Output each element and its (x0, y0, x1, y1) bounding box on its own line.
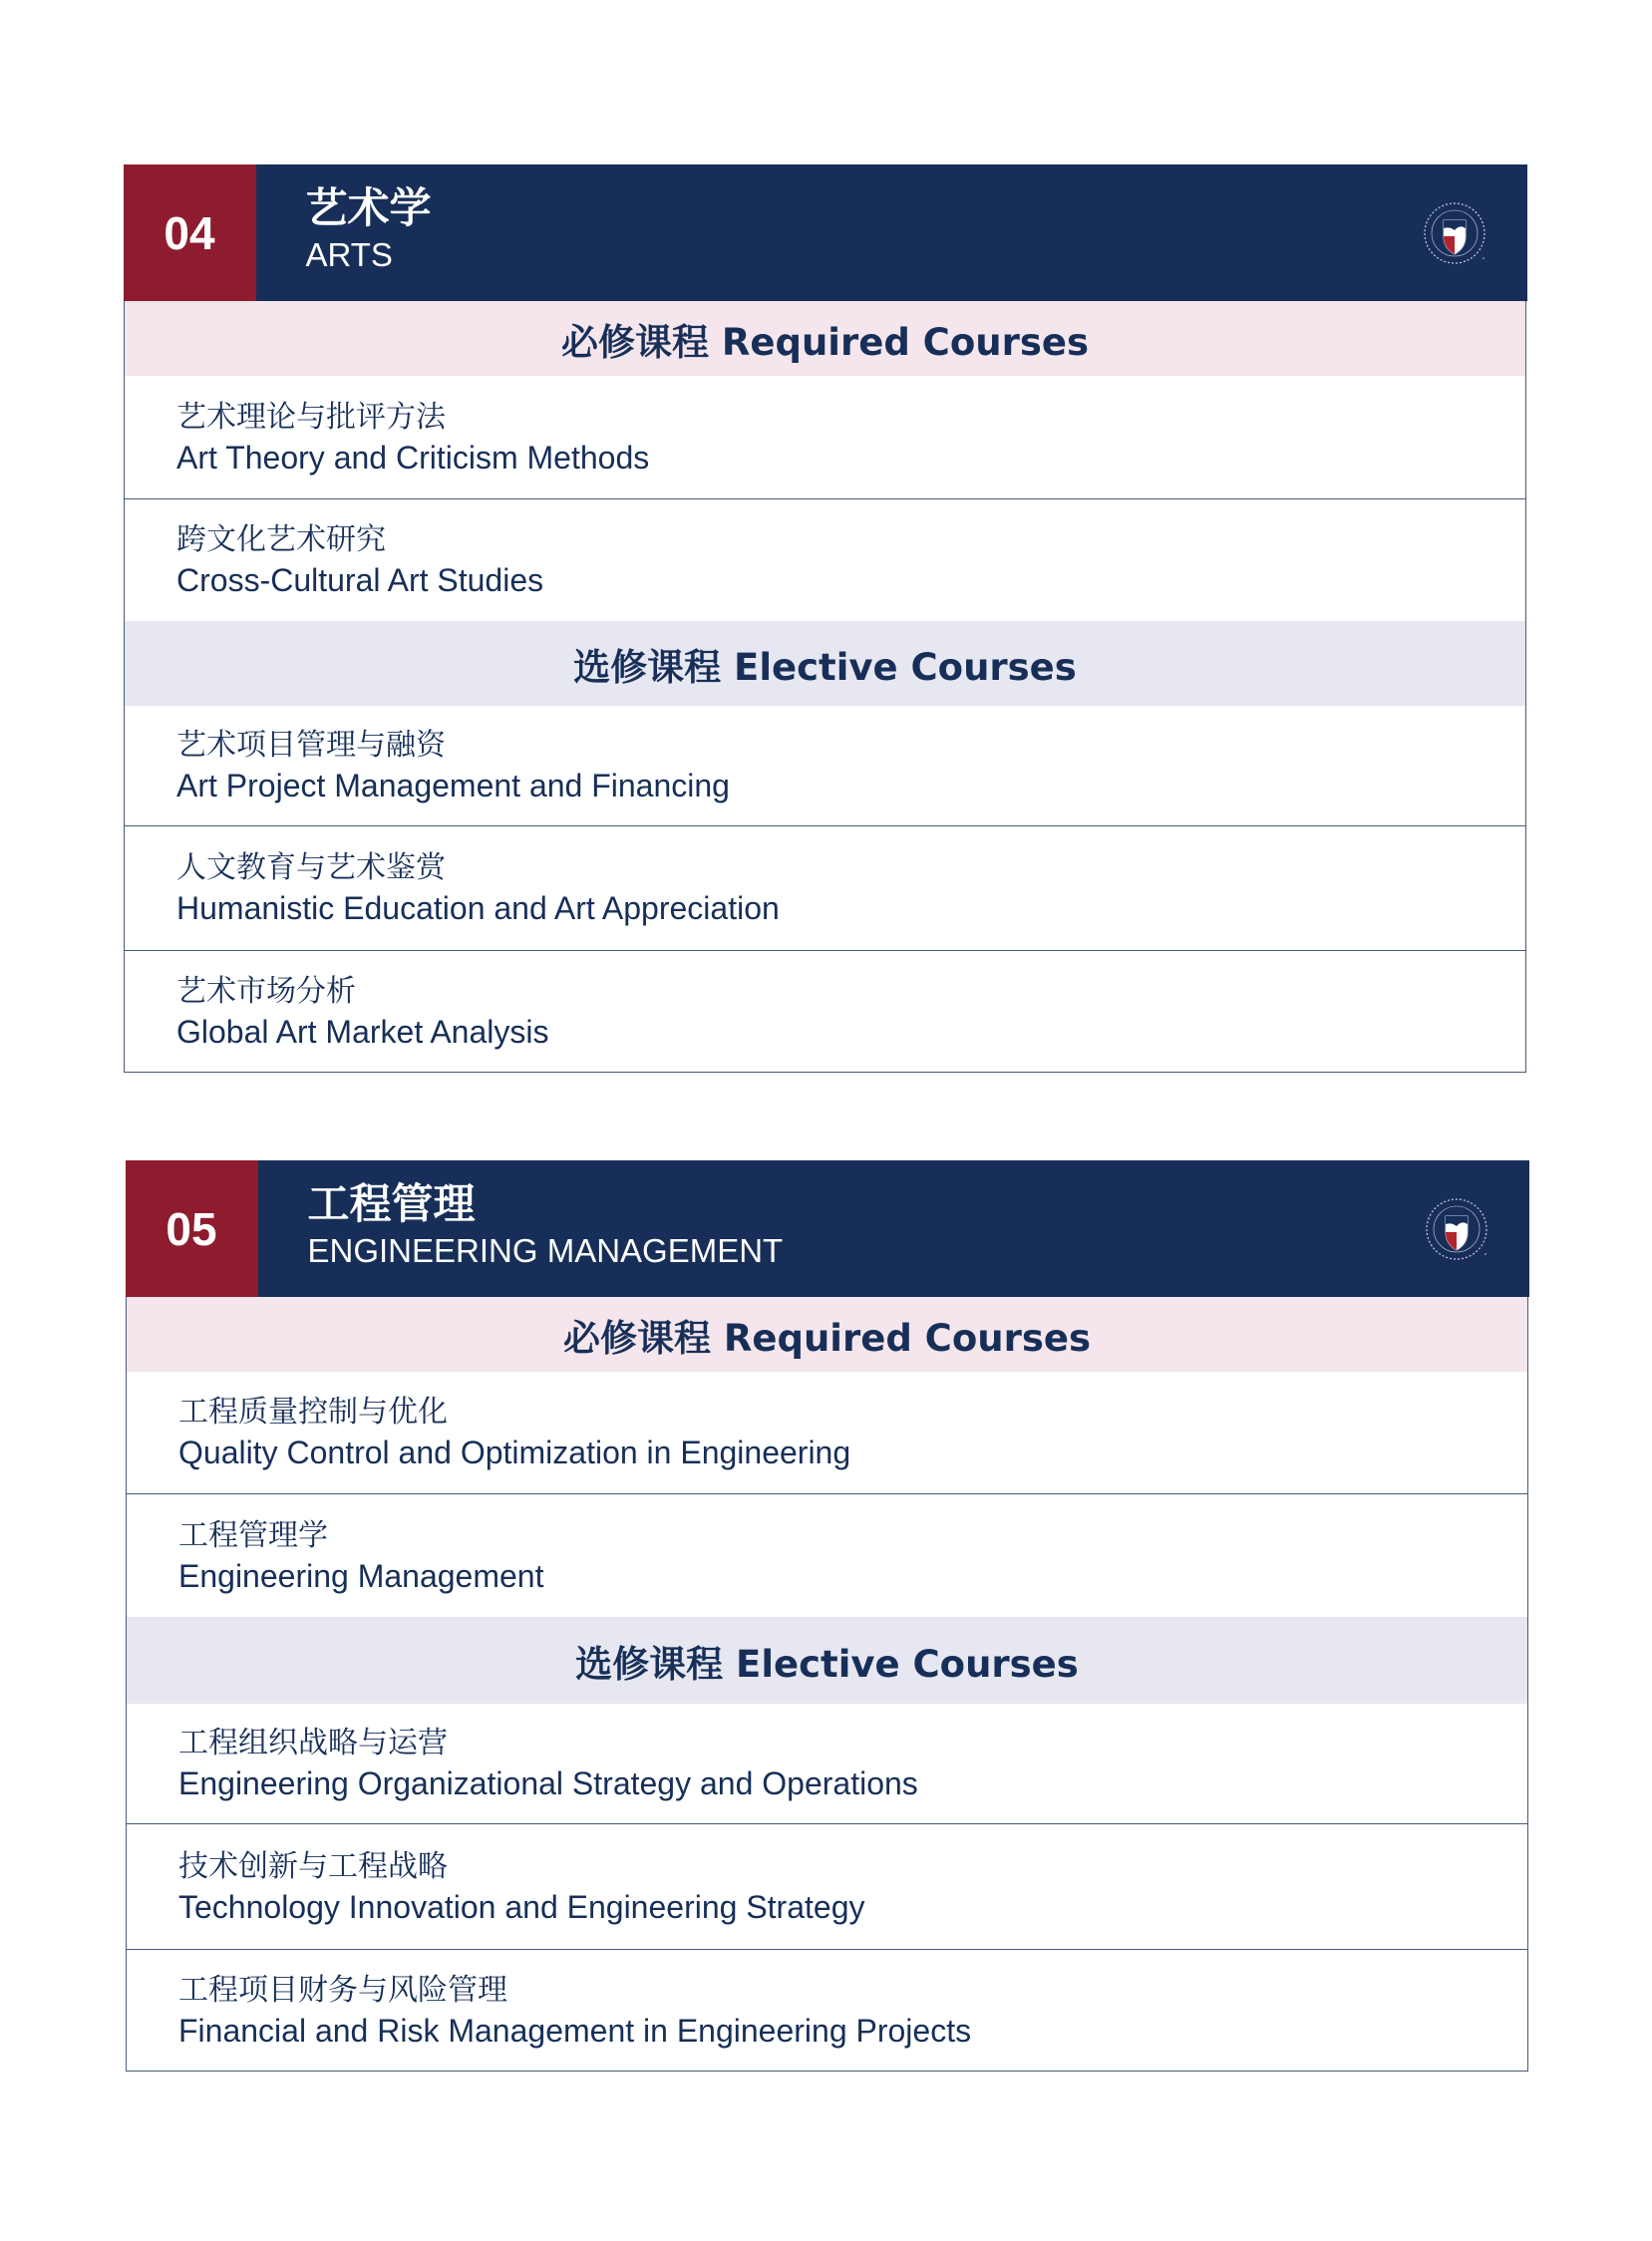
program-card-arts (124, 164, 1526, 1073)
program-number: 04 (124, 164, 256, 301)
required-courses-heading: 必修课程 Required Courses (125, 301, 1525, 376)
course-row (127, 1824, 1527, 1950)
course-name-en: Engineering Management (178, 1557, 544, 1594)
course-name-cn: 工程组织战略与运营 (178, 1726, 448, 1761)
program-title-cn: 工程管理 (307, 1179, 476, 1228)
program-card-engineering-management (126, 1160, 1528, 2072)
course-name-cn: 跨文化艺术研究 (176, 522, 386, 557)
course-name-cn: 工程管理学 (178, 1517, 328, 1553)
course-row (127, 1494, 1527, 1617)
program-title-cn: 艺术学 (305, 183, 432, 232)
course-name-en: Cross-Cultural Art Studies (176, 562, 544, 598)
program-title (256, 164, 432, 301)
course-row (125, 706, 1525, 826)
course-name-cn: 艺术理论与批评方法 (176, 399, 446, 435)
course-name-cn: 技术创新与工程战略 (178, 1848, 448, 1884)
program-title-en: ARTS (305, 236, 393, 273)
university-seal-icon (1420, 198, 1489, 268)
course-name-cn: 艺术项目管理与融资 (176, 728, 446, 763)
elective-courses-heading: 选修课程 Elective Courses (127, 1617, 1527, 1704)
program-header (126, 1160, 1529, 1297)
course-name-en: Humanistic Education and Art Appreciation (176, 890, 780, 926)
program-header (124, 164, 1527, 301)
course-name-cn: 工程质量控制与优化 (178, 1395, 448, 1430)
course-name-cn: 工程项目财务与风险管理 (178, 1973, 507, 2008)
course-row (125, 826, 1525, 951)
course-name-en: Technology Innovation and Engineering Strategy (178, 1888, 865, 1925)
university-seal-icon (1422, 1194, 1491, 1264)
course-name-en: Global Art Market Analysis (176, 1014, 549, 1050)
course-name-en: Art Theory and Criticism Methods (176, 439, 650, 476)
program-number: 05 (126, 1160, 258, 1297)
elective-courses-heading: 选修课程 Elective Courses (125, 621, 1525, 706)
course-name-en: Art Project Management and Financing (176, 768, 730, 803)
course-name-cn: 人文教育与艺术鉴赏 (176, 850, 446, 885)
program-title (258, 1160, 784, 1297)
course-row (127, 1704, 1527, 1824)
course-row (127, 1950, 1527, 2072)
course-name-en: Quality Control and Optimization in Engineering (178, 1435, 851, 1470)
required-courses-heading: 必修课程 Required Courses (127, 1297, 1527, 1372)
course-name-cn: 艺术市场分析 (176, 974, 356, 1009)
course-row (125, 376, 1525, 499)
program-title-en: ENGINEERING MANAGEMENT (307, 1232, 784, 1269)
course-row (125, 499, 1525, 621)
course-name-en: Financial and Risk Management in Engineering Projects (178, 2013, 972, 2049)
course-name-en: Engineering Organizational Strategy and Operations (178, 1765, 918, 1801)
course-row (125, 951, 1525, 1073)
course-row (127, 1372, 1527, 1494)
